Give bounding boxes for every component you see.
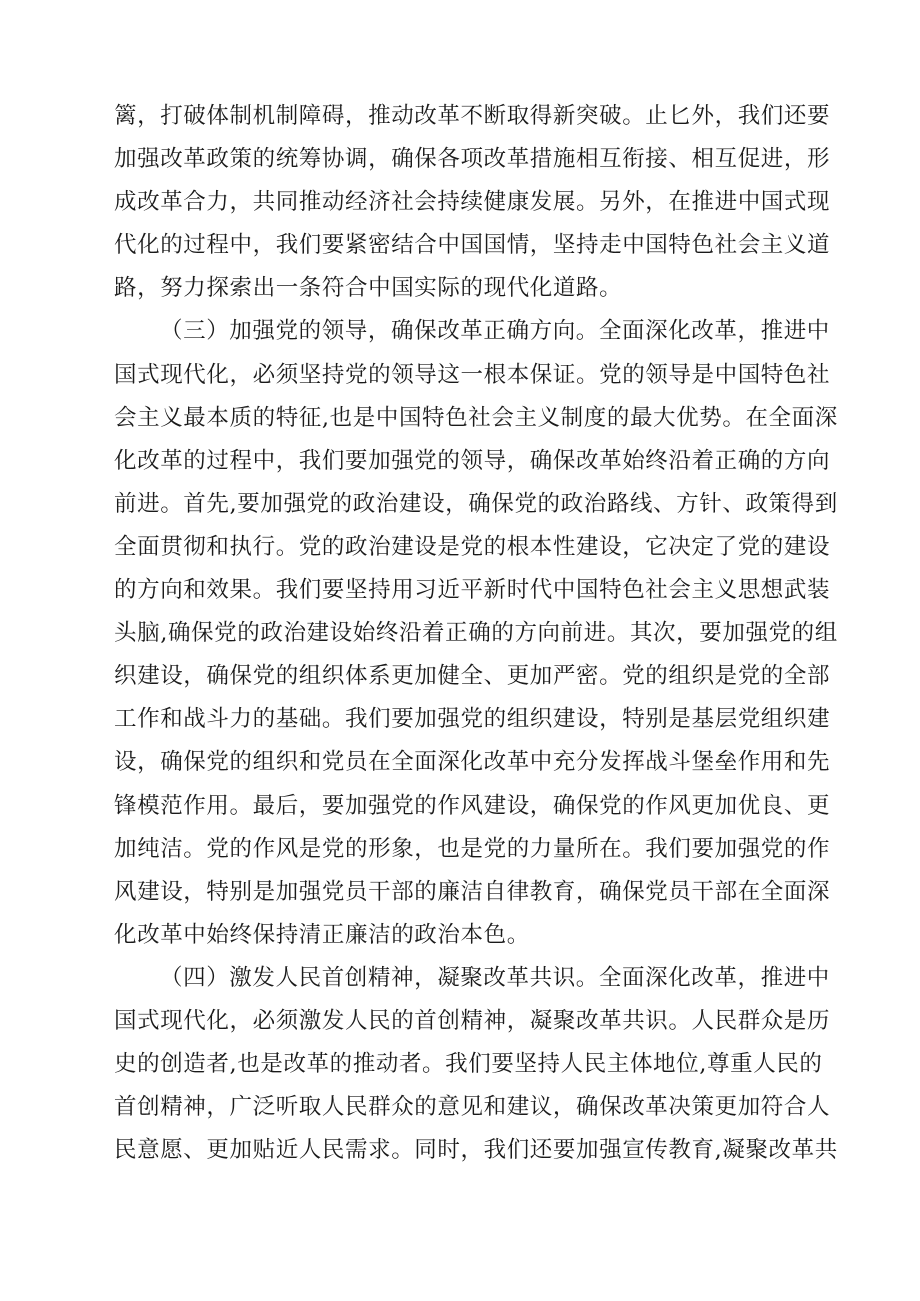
text-line: 化改革的过程中，我们要加强党的领导，确保改革始终沿着正确的方向 bbox=[114, 447, 831, 474]
text-line: 史的创造者,也是改革的推动者。我们要坚持人民主体地位,尊重人民的 bbox=[114, 1051, 823, 1078]
text-line: 路，努力探索出一条符合中国实际的现代化道路。 bbox=[114, 275, 623, 302]
paragraph-continuation bbox=[114, 95, 831, 310]
text-line: 设，确保党的组织和党员在全面深化改革中充分发挥战斗堡垒作用和先 bbox=[114, 749, 831, 776]
text-line: 工作和战斗力的基础。我们要加强党的组织建设，特别是基层党组织建 bbox=[114, 706, 831, 733]
text-line: 加纯洁。党的作风是党的形象，也是党的力量所在。我们要加强党的作 bbox=[114, 835, 831, 862]
text-line: （四）激发人民首创精神，凝聚改革共识。全面深化改革，推进中 bbox=[160, 964, 830, 991]
text-line: 化改革中始终保持清正廉洁的政治本色。 bbox=[114, 921, 530, 948]
text-line: 织建设，确保党的组织体系更加健全、更加严密。党的组织是党的全部 bbox=[114, 663, 831, 690]
text-line: （三）加强党的领导，确保改革正确方向。全面深化改革，推进中 bbox=[160, 318, 830, 345]
text-line: 的方向和效果。我们要坚持用习近平新时代中国特色社会主义思想武装 bbox=[114, 577, 831, 604]
text-line: 国式现代化，必须坚持党的领导这一根本保证。党的领导是中国特色社 bbox=[114, 361, 831, 388]
paragraph-section-4 bbox=[114, 957, 838, 1172]
text-line: 前进。首先,要加强党的政治建设，确保党的政治路线、方针、政策得到 bbox=[114, 490, 838, 517]
text-line: 全面贯彻和执行。党的政治建设是党的根本性建设，它决定了党的建设 bbox=[114, 533, 831, 560]
text-line: 首创精神，广泛听取人民群众的意见和建议，确保改革决策更加符合人 bbox=[114, 1094, 831, 1121]
paragraph-section-3 bbox=[114, 310, 838, 956]
text-line: 篱，打破体制机制障碍，推动改革不断取得新突破。止匕外，我们还要 bbox=[114, 103, 831, 129]
text-line: 民意愿、更加贴近人民需求。同时，我们还要加强宣传教育,凝聚改革共 bbox=[114, 1137, 838, 1164]
text-line: 加强改革政策的统筹协调，确保各项改革措施相互衔接、相互促进，形 bbox=[114, 146, 831, 173]
text-line: 国式现代化，必须激发人民的首创精神，凝聚改革共识。人民群众是历 bbox=[114, 1007, 831, 1034]
text-line: 代化的过程中，我们要紧密结合中国国情，坚持走中国特色社会主义道 bbox=[114, 232, 831, 259]
document-body bbox=[114, 95, 838, 1172]
text-line: 头脑,确保党的政治建设始终沿着正确的方向前进。其次，要加强党的组 bbox=[114, 620, 838, 647]
text-line: 会主义最本质的特征,也是中国特色社会主义制度的最大优势。在全面深 bbox=[114, 404, 838, 431]
text-line: 风建设，特别是加强党员干部的廉洁自律教育，确保党员干部在全面深 bbox=[114, 878, 831, 905]
text-line: 锋模范作用。最后，要加强党的作风建设，确保党的作风更加优良、更 bbox=[114, 792, 831, 819]
text-line: 成改革合力，共同推动经济社会持续健康发展。另外，在推进中国式现 bbox=[114, 189, 831, 216]
